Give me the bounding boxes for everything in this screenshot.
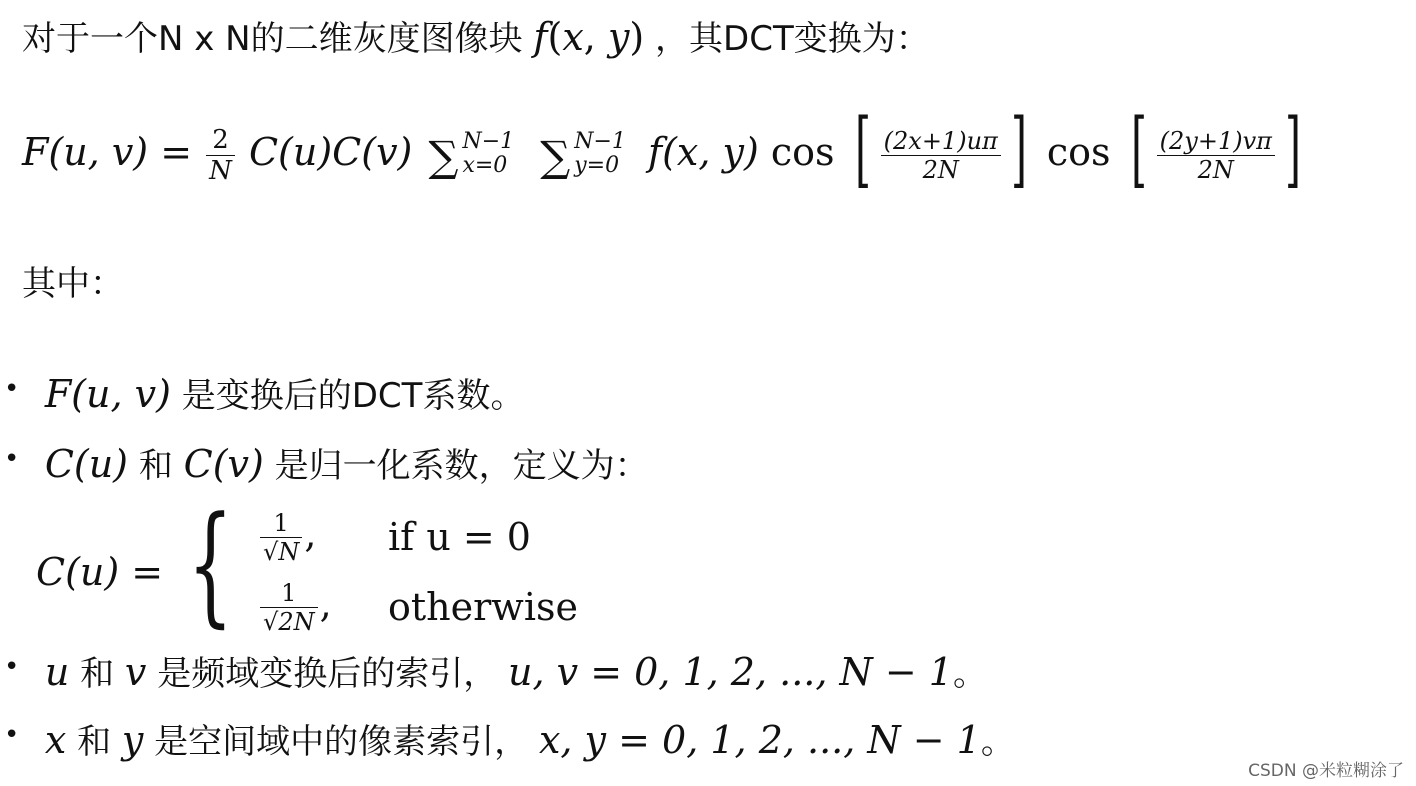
bullet-text: 是变换后的DCT系数。 <box>181 376 525 416</box>
sum-y-lower: y=0 <box>574 152 620 178</box>
cases-lhs: C(u) = <box>36 550 164 594</box>
case-1-denominator: √N <box>263 537 300 566</box>
bullet-dot: • <box>4 374 20 404</box>
bullet-math-2: C(v) <box>183 442 264 486</box>
bullet-dot: • <box>4 720 20 750</box>
watermark: CSDN @米粒糊涂了 <box>1248 761 1404 781</box>
bullet-end: 。 <box>980 722 1015 762</box>
cos-arg-2 <box>1157 127 1275 184</box>
left-bracket-1: [ <box>854 102 871 197</box>
bullet-text: 是空间域中的像素索引， <box>154 722 529 762</box>
case-2-denominator: √2N <box>263 607 315 636</box>
sum-limits-x <box>462 130 514 178</box>
case-2-condition: otherwise <box>388 585 578 629</box>
bullet-item-uv <box>4 646 987 695</box>
case-row-2 <box>258 572 578 642</box>
bullet-item-cu-cv <box>4 438 649 487</box>
dct-formula <box>22 102 1309 203</box>
bullet-math-1: C(u) <box>44 442 129 486</box>
formula-fxy: f(x, y) <box>648 130 759 174</box>
bullet-math: F(u, v) <box>44 372 171 416</box>
case-2-value: $\frac{1}{√2N}$ , <box>258 579 388 636</box>
bullet-text: 是归一化系数，定义为： <box>274 446 649 486</box>
formula-cu-cv: C(u)C(v) <box>248 130 413 174</box>
cos-1: cos <box>770 130 835 174</box>
right-bracket-1: ] <box>1010 102 1027 197</box>
case-1-condition: if u = 0 <box>388 515 531 559</box>
bullet-end: 。 <box>952 654 987 694</box>
bullet-item-xy <box>4 714 1015 763</box>
intro-prefix: 对于一个N x N的二维灰度图像块 <box>22 19 523 59</box>
where-label: 其中： <box>22 264 124 304</box>
bullet-item-fuv <box>4 368 524 417</box>
bullet-math-1: u <box>44 650 70 694</box>
intro-math-fxy: f(x, y) <box>533 15 645 59</box>
case-1-numerator: 1 <box>260 509 302 538</box>
right-bracket-2: ] <box>1284 102 1301 197</box>
arg2-denominator: 2N <box>1197 156 1234 184</box>
sum-y-upper: N−1 <box>574 128 626 154</box>
cos-arg-1 <box>881 127 1001 184</box>
arg1-denominator: 2N <box>922 156 959 184</box>
formula-lhs: F(u, v) = <box>22 130 193 174</box>
cos-2: cos <box>1046 130 1111 174</box>
arg1-numerator: (2x+1)uπ <box>881 127 1001 156</box>
coef-denominator: N <box>209 156 232 186</box>
sum-limits-y <box>574 130 626 178</box>
bullet-range: u, v = 0, 1, 2, ..., N − 1 <box>508 650 953 694</box>
intro-sentence <box>22 10 930 66</box>
left-bracket-2: [ <box>1130 102 1147 197</box>
arg2-numerator: (2y+1)vπ <box>1157 127 1275 156</box>
bullet-dot: • <box>4 652 20 682</box>
sum-x-upper: N−1 <box>462 128 515 154</box>
bullet-text: 是频域变换后的索引， <box>157 654 498 694</box>
bullet-connector: 和 <box>138 446 173 486</box>
intro-suffix: ，其DCT变换为： <box>655 19 930 59</box>
normalization-cases <box>36 488 578 648</box>
coef-numerator: 2 <box>206 125 235 156</box>
case-row-1 <box>258 502 578 572</box>
sum-symbol-y: ∑ <box>540 132 571 181</box>
bullet-math-1: x <box>44 718 67 762</box>
case-1-value: $\frac{1}{√N}$ , <box>258 509 388 566</box>
cases-body <box>258 502 578 642</box>
bullet-range: x, y = 0, 1, 2, ..., N − 1 <box>538 718 981 762</box>
bullet-math-2: y <box>121 718 144 762</box>
bullet-connector: 和 <box>77 722 112 762</box>
cases-brace: { <box>187 488 234 640</box>
bullet-connector: 和 <box>80 654 115 694</box>
case-2-numerator: 1 <box>260 579 318 608</box>
sum-x-lower: x=0 <box>462 152 508 178</box>
formula-coefficient <box>206 125 235 186</box>
bullet-math-2: v <box>124 650 147 694</box>
bullet-dot: • <box>4 444 20 474</box>
sum-symbol-x: ∑ <box>428 132 459 181</box>
